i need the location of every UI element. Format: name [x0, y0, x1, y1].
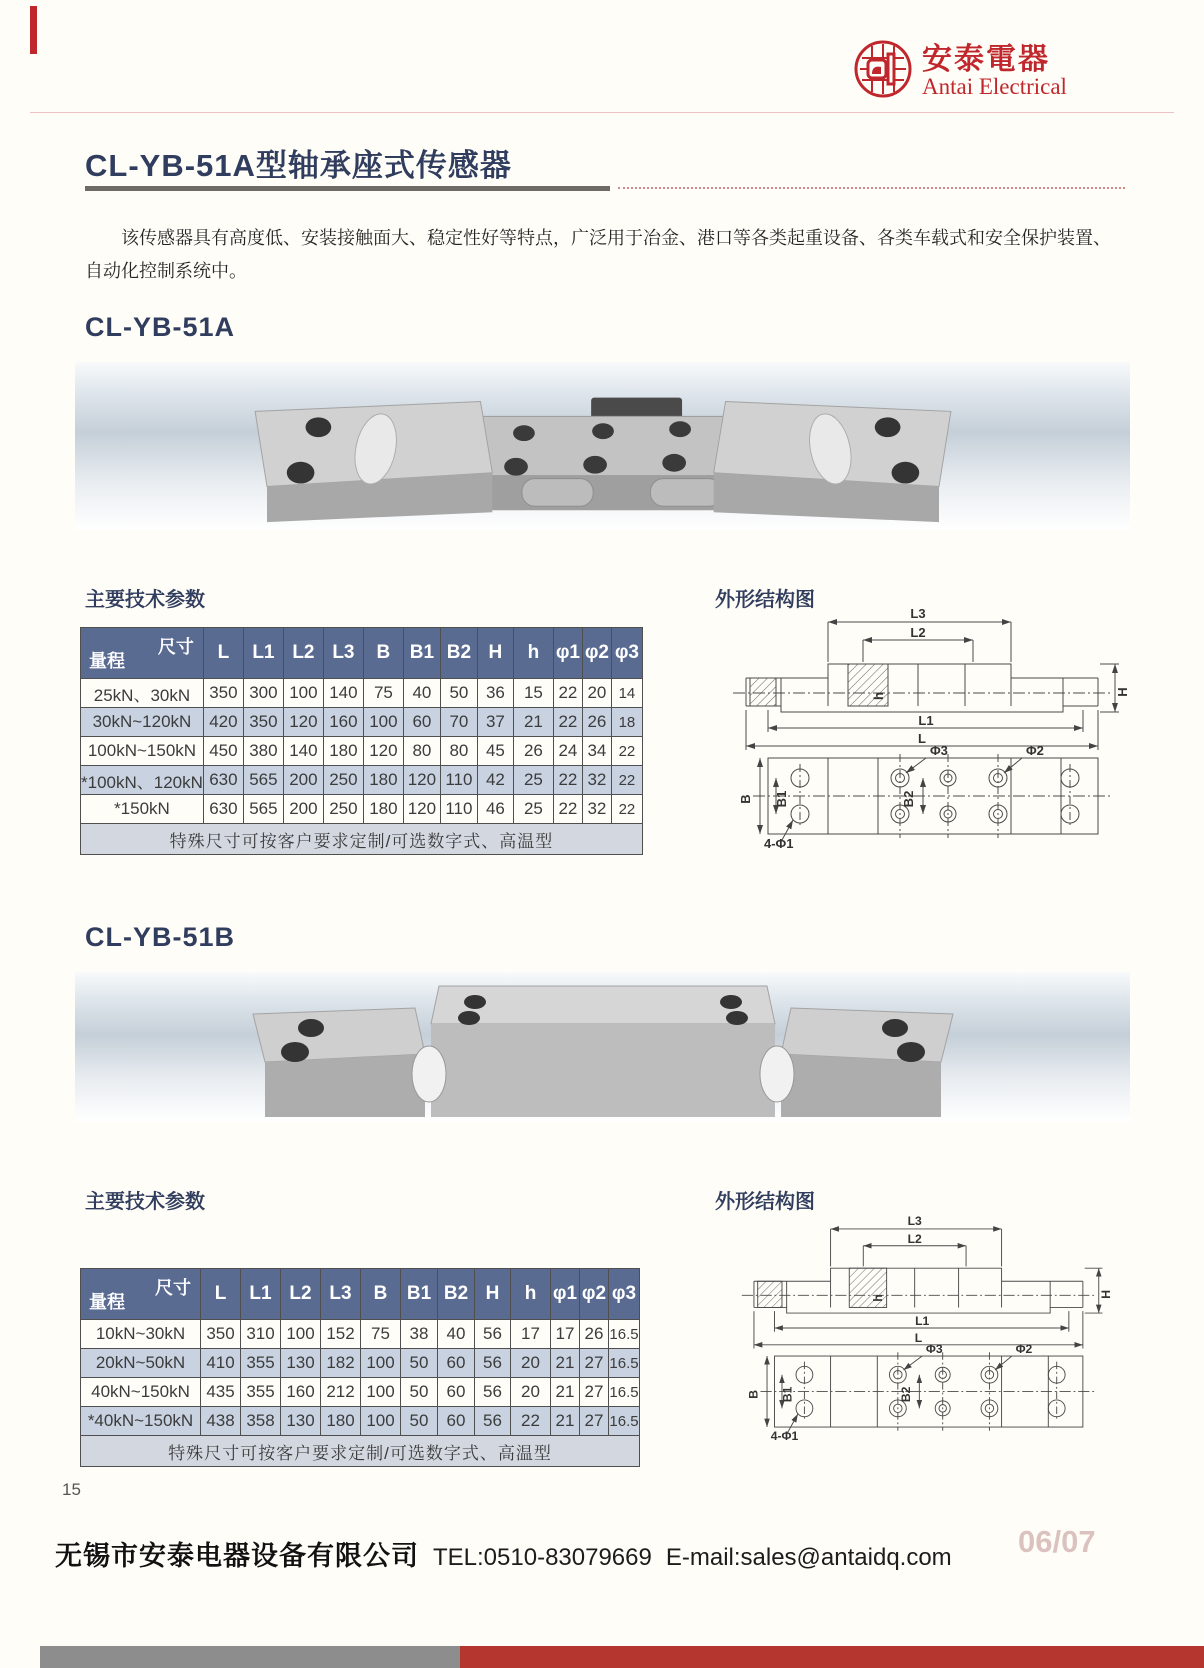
- corner-label-dimension: 尺寸: [155, 1278, 191, 1298]
- value-cell: 22: [511, 1407, 551, 1436]
- value-cell: 37: [477, 708, 513, 737]
- drawing-heading-b: 外形结构图: [715, 1191, 815, 1213]
- drawing-heading-a: 外形结构图: [715, 589, 815, 611]
- value-cell: 15: [513, 679, 553, 708]
- value-cell: 56: [475, 1407, 511, 1436]
- value-cell: 130: [281, 1407, 321, 1436]
- brand-logo: [852, 38, 1067, 105]
- range-cell: 30kN~120kN: [81, 708, 204, 737]
- dim-label-h-cap: H: [1098, 1289, 1113, 1299]
- value-cell: 46: [477, 795, 513, 824]
- dim-label-l3: L3: [910, 606, 926, 621]
- value-cell: 40: [438, 1320, 475, 1349]
- value-cell: 70: [440, 708, 477, 737]
- dim-label-phi2: Φ2: [1026, 743, 1044, 758]
- value-cell: 180: [363, 766, 403, 795]
- value-cell: 420: [203, 708, 243, 737]
- value-cell: 565: [243, 795, 283, 824]
- value-cell: 50: [401, 1349, 438, 1378]
- value-cell: 450: [203, 737, 243, 766]
- col-header: φ1: [553, 628, 582, 679]
- value-cell: 22: [611, 795, 642, 824]
- value-cell: 630: [203, 795, 243, 824]
- value-cell: 50: [440, 679, 477, 708]
- value-cell: 20: [511, 1349, 551, 1378]
- dim-label-b2: B2: [901, 790, 916, 808]
- table-note-row: [81, 824, 643, 855]
- dimension-drawing-a: [678, 606, 1148, 855]
- value-cell: 50: [401, 1407, 438, 1436]
- value-cell: 22: [611, 737, 642, 766]
- dim-label-l2: L2: [910, 625, 926, 640]
- value-cell: 22: [553, 766, 582, 795]
- value-cell: 16.5: [609, 1407, 640, 1436]
- dim-label-h-cap: H: [1115, 687, 1130, 697]
- col-header: φ2: [580, 1269, 609, 1320]
- col-header: L2: [283, 628, 323, 679]
- col-header: φ3: [611, 628, 642, 679]
- value-cell: 350: [243, 708, 283, 737]
- value-cell: 200: [283, 795, 323, 824]
- dim-label-b: B: [746, 1389, 761, 1399]
- value-cell: 152: [321, 1320, 361, 1349]
- value-cell: 160: [323, 708, 363, 737]
- brand-name-cn: 安泰電器: [922, 42, 1050, 76]
- dim-label-l2: L2: [907, 1231, 922, 1246]
- col-header: φ3: [609, 1269, 640, 1320]
- value-cell: 56: [475, 1349, 511, 1378]
- table-header-row: [81, 1269, 640, 1320]
- range-cell: 100kN~150kN: [81, 737, 204, 766]
- corner-label-range: 量程: [89, 651, 125, 671]
- value-cell: 100: [363, 708, 403, 737]
- intro-paragraph: 该传感器具有高度低、安装接触面大、稳定性好等特点，广泛用于冶金、港口等各类起重设备、各类车载式和安全保护装置、自动化控制系统中。: [85, 228, 1111, 282]
- range-cell: 10kN~30kN: [81, 1320, 201, 1349]
- dim-label-l: L: [914, 1331, 923, 1346]
- col-header: L2: [281, 1269, 321, 1320]
- table-row: [81, 1378, 640, 1407]
- col-header: B1: [401, 1269, 438, 1320]
- value-cell: 140: [323, 679, 363, 708]
- value-cell: 20: [511, 1378, 551, 1407]
- title-underline: [85, 186, 610, 191]
- value-cell: 24: [553, 737, 582, 766]
- value-cell: 36: [477, 679, 513, 708]
- value-cell: 212: [321, 1378, 361, 1407]
- dimension-drawing-b: [690, 1214, 1130, 1447]
- col-header: B1: [403, 628, 440, 679]
- corner-label-dimension: 尺寸: [157, 637, 194, 657]
- dim-label-phi2: Φ2: [1015, 1342, 1033, 1357]
- page-title: CL-YB-51A型轴承座式传感器: [85, 148, 512, 183]
- value-cell: 22: [553, 679, 582, 708]
- value-cell: 16.5: [609, 1378, 640, 1407]
- header-divider: [30, 112, 1174, 113]
- value-cell: 45: [477, 737, 513, 766]
- value-cell: 26: [513, 737, 553, 766]
- email-address: E-mail:sales@antaidq.com: [665, 1544, 952, 1571]
- range-cell: *100kN、120kN: [81, 766, 204, 795]
- pagination: 06/07: [1018, 1524, 1096, 1559]
- value-cell: 20: [582, 679, 611, 708]
- dim-label-b1: B1: [774, 790, 789, 808]
- col-header: h: [511, 1269, 551, 1320]
- dim-label-b2: B2: [899, 1386, 913, 1403]
- footer-bar-gray: [40, 1646, 460, 1668]
- spec-table-b: [80, 1268, 640, 1467]
- value-cell: 16.5: [609, 1349, 640, 1378]
- model-heading-b: CL-YB-51B: [85, 922, 236, 952]
- value-cell: 120: [283, 708, 323, 737]
- dim-label-l1: L1: [915, 1314, 930, 1329]
- table-row: [81, 708, 643, 737]
- value-cell: 26: [582, 708, 611, 737]
- value-cell: 38: [401, 1320, 438, 1349]
- col-header: L3: [321, 1269, 361, 1320]
- value-cell: 100: [283, 679, 323, 708]
- col-header: L: [203, 628, 243, 679]
- params-heading-a: 主要技术参数: [85, 589, 205, 611]
- value-cell: 358: [241, 1407, 281, 1436]
- value-cell: 80: [403, 737, 440, 766]
- spec-table-a: [80, 627, 643, 855]
- value-cell: 200: [283, 766, 323, 795]
- table-row: [81, 1349, 640, 1378]
- value-cell: 32: [582, 766, 611, 795]
- footer-bar-red: [460, 1646, 1204, 1668]
- page-number: 15: [62, 1480, 81, 1499]
- table-header-row: [81, 628, 643, 679]
- value-cell: 56: [475, 1320, 511, 1349]
- antai-logo-icon: [852, 38, 914, 105]
- table-row: [81, 679, 643, 708]
- value-cell: 565: [243, 766, 283, 795]
- value-cell: 75: [363, 679, 403, 708]
- value-cell: 120: [363, 737, 403, 766]
- value-cell: 21: [551, 1407, 580, 1436]
- value-cell: 310: [241, 1320, 281, 1349]
- value-cell: 32: [582, 795, 611, 824]
- table-row: [81, 795, 643, 824]
- table-row: [81, 737, 643, 766]
- table-corner-cell: [81, 1269, 201, 1320]
- value-cell: 120: [403, 766, 440, 795]
- value-cell: 380: [243, 737, 283, 766]
- value-cell: 27: [580, 1407, 609, 1436]
- value-cell: 182: [321, 1349, 361, 1378]
- col-header: φ2: [582, 628, 611, 679]
- value-cell: 180: [363, 795, 403, 824]
- col-header: B2: [440, 628, 477, 679]
- range-cell: 25kN、30kN: [81, 679, 204, 708]
- corner-label-range: 量程: [89, 1292, 125, 1312]
- col-header: H: [477, 628, 513, 679]
- value-cell: 300: [243, 679, 283, 708]
- value-cell: 56: [475, 1378, 511, 1407]
- value-cell: 21: [551, 1378, 580, 1407]
- col-header: H: [475, 1269, 511, 1320]
- table-note: 特殊尺寸可按客户要求定制/可选数字式、高温型: [81, 824, 643, 855]
- red-corner-bar: [30, 6, 37, 54]
- value-cell: 25: [513, 766, 553, 795]
- value-cell: 120: [403, 795, 440, 824]
- value-cell: 355: [241, 1349, 281, 1378]
- value-cell: 350: [201, 1320, 241, 1349]
- range-cell: 20kN~50kN: [81, 1349, 201, 1378]
- value-cell: 22: [553, 795, 582, 824]
- col-header: B2: [438, 1269, 475, 1320]
- value-cell: 438: [201, 1407, 241, 1436]
- dim-label-4phi1: 4-Φ1: [764, 836, 794, 850]
- value-cell: 27: [580, 1349, 609, 1378]
- value-cell: 60: [438, 1378, 475, 1407]
- value-cell: 21: [551, 1349, 580, 1378]
- col-header: B: [363, 628, 403, 679]
- dim-label-h-small: h: [870, 1294, 885, 1302]
- value-cell: 26: [580, 1320, 609, 1349]
- footer-contact-line: [55, 1534, 952, 1573]
- value-cell: 25: [513, 795, 553, 824]
- product-photo-a: [75, 362, 1130, 530]
- value-cell: 350: [203, 679, 243, 708]
- model-heading-a: CL-YB-51A: [85, 312, 236, 342]
- value-cell: 140: [283, 737, 323, 766]
- dim-label-4phi1: 4-Φ1: [770, 1429, 799, 1442]
- table-note-row: [81, 1436, 640, 1467]
- col-header: L1: [243, 628, 283, 679]
- value-cell: 22: [611, 766, 642, 795]
- value-cell: 630: [203, 766, 243, 795]
- value-cell: 18: [611, 708, 642, 737]
- dim-label-l3: L3: [907, 1214, 922, 1229]
- value-cell: 17: [551, 1320, 580, 1349]
- value-cell: 42: [477, 766, 513, 795]
- value-cell: 16.5: [609, 1320, 640, 1349]
- value-cell: 355: [241, 1378, 281, 1407]
- value-cell: 110: [440, 795, 477, 824]
- value-cell: 100: [361, 1407, 401, 1436]
- table-row: [81, 1320, 640, 1349]
- table-row: [81, 1407, 640, 1436]
- value-cell: 34: [582, 737, 611, 766]
- range-cell: 40kN~150kN: [81, 1378, 201, 1407]
- table-note: 特殊尺寸可按客户要求定制/可选数字式、高温型: [81, 1436, 640, 1467]
- range-cell: *150kN: [81, 795, 204, 824]
- value-cell: 80: [440, 737, 477, 766]
- value-cell: 250: [323, 766, 363, 795]
- value-cell: 410: [201, 1349, 241, 1378]
- dim-label-b: B: [738, 794, 753, 804]
- value-cell: 435: [201, 1378, 241, 1407]
- value-cell: 75: [361, 1320, 401, 1349]
- params-heading-b: 主要技术参数: [85, 1191, 205, 1213]
- value-cell: 21: [513, 708, 553, 737]
- range-cell: *40kN~150kN: [81, 1407, 201, 1436]
- value-cell: 17: [511, 1320, 551, 1349]
- value-cell: 180: [323, 737, 363, 766]
- value-cell: 14: [611, 679, 642, 708]
- product-photo-b: [75, 972, 1130, 1122]
- col-header: B: [361, 1269, 401, 1320]
- value-cell: 50: [401, 1378, 438, 1407]
- table-corner-cell: [81, 628, 204, 679]
- dim-label-l1: L1: [918, 713, 934, 728]
- value-cell: 40: [403, 679, 440, 708]
- value-cell: 60: [438, 1349, 475, 1378]
- value-cell: 27: [580, 1378, 609, 1407]
- col-header: L: [201, 1269, 241, 1320]
- value-cell: 100: [281, 1320, 321, 1349]
- value-cell: 100: [361, 1378, 401, 1407]
- value-cell: 22: [553, 708, 582, 737]
- col-header: L1: [241, 1269, 281, 1320]
- dim-label-l: L: [918, 731, 926, 746]
- col-header: L3: [323, 628, 363, 679]
- company-name: 无锡市安泰电器设备有限公司: [55, 1541, 419, 1571]
- col-header: φ1: [551, 1269, 580, 1320]
- dim-label-phi3: Φ3: [925, 1342, 943, 1357]
- col-header: h: [513, 628, 553, 679]
- dim-label-b1: B1: [780, 1386, 795, 1403]
- dim-label-h-small: h: [871, 692, 886, 700]
- brand-name-en: Antai Electrical: [922, 74, 1067, 100]
- value-cell: 60: [438, 1407, 475, 1436]
- value-cell: 130: [281, 1349, 321, 1378]
- value-cell: 110: [440, 766, 477, 795]
- value-cell: 60: [403, 708, 440, 737]
- value-cell: 180: [321, 1407, 361, 1436]
- value-cell: 160: [281, 1378, 321, 1407]
- table-row: [81, 766, 643, 795]
- value-cell: 100: [361, 1349, 401, 1378]
- phone-number: TEL:0510-83079669: [433, 1544, 652, 1571]
- value-cell: 250: [323, 795, 363, 824]
- dim-label-phi3: Φ3: [930, 743, 948, 758]
- title-dotted-line: [618, 187, 1125, 189]
